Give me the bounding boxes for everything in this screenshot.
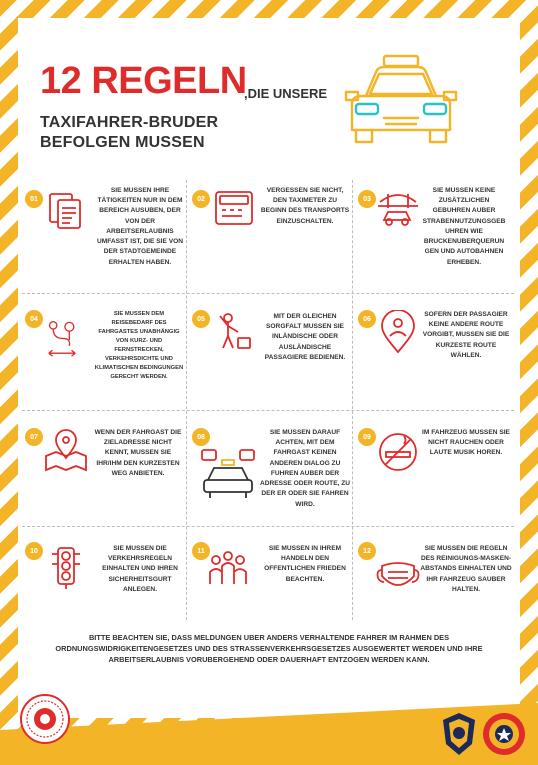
rule-number-badge: 04 xyxy=(25,310,43,328)
rule-text: SIE MUSSEN DIE VERKEHRSREGELN EINHALTEN UND IHREN SICHERHEITSGURT ANLEGEN. xyxy=(102,545,178,593)
rule-text: SIE MUSSEN KEINE ZUSÄTZLICHEN GEBUHREN AUBER STRABENNUTZUNGSGEB UHREN WIE BRUCKENUBERQUERUN GEN UND AUTOBAHNEN ERHEBEN. xyxy=(422,187,506,266)
ministry-seal-logo xyxy=(20,694,70,744)
grid-divider xyxy=(22,293,514,294)
subtitle-line-1: TAXIFAHRER-BRUDER xyxy=(40,114,219,131)
bridge-car-icon xyxy=(376,186,420,230)
rule-number-badge: 02 xyxy=(192,190,210,208)
rule-text: VERGESSEN SIE NICHT, DEN TAXIMETER ZU BEGINN DES TRANSPORTS EINZUSCHALTEN. xyxy=(260,187,350,225)
rule-text: SIE MUSSEN IN IHREM HANDELN DEN OFFENTLICHEN FRIEDEN BEACHTEN. xyxy=(264,545,346,583)
rule-text: SIE MUSSEN IHRE TÄTIGKEITEN NUR IN DEM BEREICH AUSUBEN, DER VON DER ARBEITSERLAUBNIS UMFASST IST, DIE SIE VON DER STADTGEMEINDE ERHALTEN HABEN. xyxy=(96,187,184,266)
subtitle-line-2: BEFOLGEN MUSSEN xyxy=(40,134,205,151)
route-icon xyxy=(40,318,84,362)
rule-text: SOFERN DER PASSAGIER KEINE ANDERE ROUTE VORGIBT, MUSSEN SIE DIE KURZESTE ROUTE WÄHLEN. xyxy=(422,311,510,359)
grid-divider xyxy=(352,180,353,620)
rule-text: IM FAHRZEUG MUSSEN SIE NICHT RAUCHEN ODER LAUTE MUSIK HOREN. xyxy=(422,429,510,457)
grid-divider xyxy=(22,410,514,411)
rule-number-badge: 07 xyxy=(25,428,43,446)
police-badge-logo xyxy=(442,712,476,756)
rule-number-badge: 03 xyxy=(358,190,376,208)
documents-icon xyxy=(44,190,88,234)
rule-text: SIE MUSSEN DARAUF ACHTEN, MIT DEM FAHRGAST KEINEN ANDEREN DIALOG ZU FUHREN AUBER DER ADRESSE ODER ROUTE, ZU DER ER ODER SIE FAHREN WIRD. xyxy=(259,429,351,508)
no-smoking-icon xyxy=(376,430,420,474)
people-group-icon xyxy=(206,548,250,592)
title-suffix: ,DIE UNSERE xyxy=(244,86,328,101)
hailing-passenger-icon xyxy=(212,310,256,354)
taximeter-icon xyxy=(212,186,256,230)
location-person-icon xyxy=(376,310,420,354)
rule-number-badge: 10 xyxy=(25,542,43,560)
rule-number-badge: 01 xyxy=(25,190,43,208)
rule-text: SIE MUSSEN DIE REGELN DES REINIGUNGS-MASKEN-ABSTANDS EINHALTEN UND IHR FAHRZEUG SAUBER HALTEN. xyxy=(420,545,512,593)
grid-divider xyxy=(22,526,514,527)
footer-notice: BITTE BEACHTEN SIE, DASS MELDUNGEN UBER ANDERS VERHALTENDE FAHRER IM RAHMEN DES ORDNUNGSWIDRIGKEITENGESETZES UND DES STRASSENVERKEHRSGESETZES AUSGEWERTET WERDEN UND IHRE ARBEITSERLAUBNIS VORUBERGEHEND ODER DAUERHAFT ENTZOGEN WERDEN KANN. xyxy=(55,633,483,665)
rule-number-badge: 05 xyxy=(192,310,210,328)
rule-text: MIT DER GLEICHEN SORGFALT MUSSEN SIE INLÄNDISCHE ODER AUSLÄNDISCHE PASSAGIERE BEDIENEN. xyxy=(264,313,346,361)
gendarmerie-badge-logo xyxy=(482,712,526,756)
rule-number-badge: 06 xyxy=(358,310,376,328)
rule-number-badge: 08 xyxy=(192,428,210,446)
traffic-light-icon xyxy=(44,546,88,590)
face-mask-icon xyxy=(376,556,420,600)
taxi-dialog-icon xyxy=(200,448,256,500)
taxi-front-icon xyxy=(336,52,466,147)
rule-text: WENN DER FAHRGAST DIE ZIELADRESSE NICHT KENNT, MUSSEN SIE IHR/IHM DEN KURZESTEN WEG ANBIETEN. xyxy=(94,429,182,477)
map-pin-icon xyxy=(44,428,88,472)
rule-number-badge: 09 xyxy=(358,428,376,446)
grid-divider xyxy=(186,180,187,620)
rule-number-badge: 11 xyxy=(192,542,210,560)
page-title: 12 REGELN xyxy=(40,60,247,102)
rule-text: SIE MUSSEN DEM REISEBEDARF DES FAHRGASTES UNABHÄNGIG VON KURZ- UND FERNSTRECKEN, VERKEHRSDICHTE UND KLIMATISCHEN BEDINGUNGEN GERECHT WERDEN. xyxy=(94,311,184,380)
rule-number-badge: 12 xyxy=(358,542,376,560)
